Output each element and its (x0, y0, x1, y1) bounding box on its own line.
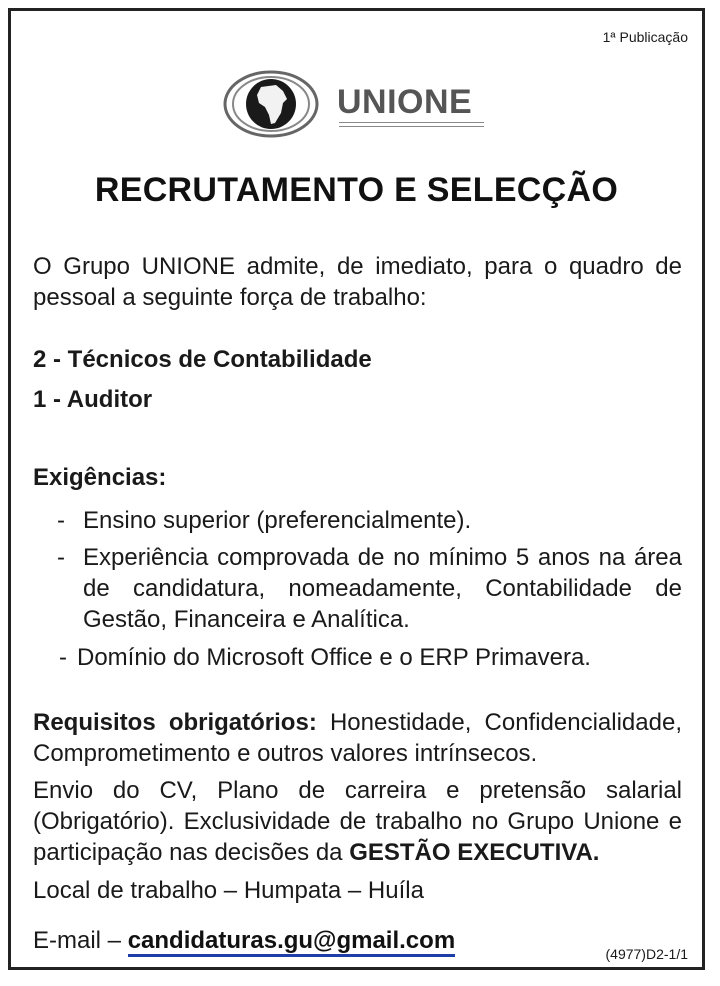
cv-text: Envio do CV, Plano de carreira e pretensão salarial (Obrigatório). Exclusividade de trabalho no Grupo Unione e participação nas decisões da (33, 777, 682, 866)
logo-brand-text: UNIONE (337, 83, 473, 121)
unione-logo (221, 69, 491, 139)
bullet-dash: - (57, 507, 65, 534)
logo-tagline-line (339, 122, 484, 127)
intro-paragraph: O Grupo UNIONE admite, de imediato, para o quadro de pessoal a seguinte força de trabalho: (33, 253, 682, 311)
requirement-item: Ensino superior (preferencialmente). (83, 507, 472, 534)
mandatory-label: Requisitos obrigatórios: (33, 709, 317, 736)
africa-globe-icon (221, 69, 331, 139)
requirement-item: Domínio do Microsoft Office e o ERP Primavera. (77, 644, 591, 671)
ad-frame (8, 8, 705, 970)
email-line (33, 925, 682, 956)
mandatory-text: Honestidade, Confidencialidade, Comprometimento e outros valores intrínsecos. (33, 709, 682, 767)
reference-code: (4977)D2-1/1 (605, 946, 688, 962)
email-label: E-mail – (33, 927, 128, 954)
mandatory-requirements (33, 707, 682, 769)
cv-paragraph (33, 775, 682, 868)
bullet-dash: - (57, 544, 65, 571)
cv-bold-text: GESTÃO EXECUTIVA. (349, 839, 600, 866)
bullet-dash: - (59, 644, 67, 671)
position-item: 2 - Técnicos de Contabilidade (33, 346, 372, 373)
work-location: Local de trabalho – Humpata – Huíla (33, 877, 424, 904)
email-link[interactable]: candidaturas.gu@gmail.com (128, 927, 455, 957)
requirements-heading: Exigências: (33, 464, 167, 491)
requirement-item: Experiência comprovada de no mínimo 5 anos na área de candidatura, nomeadamente, Contabilidade de Gestão, Financeira e Analítica. (83, 544, 682, 633)
publication-label: 1ª Publicação (602, 29, 688, 45)
page-title: RECRUTAMENTO E SELECÇÃO (94, 171, 619, 209)
position-item: 1 - Auditor (33, 386, 153, 413)
